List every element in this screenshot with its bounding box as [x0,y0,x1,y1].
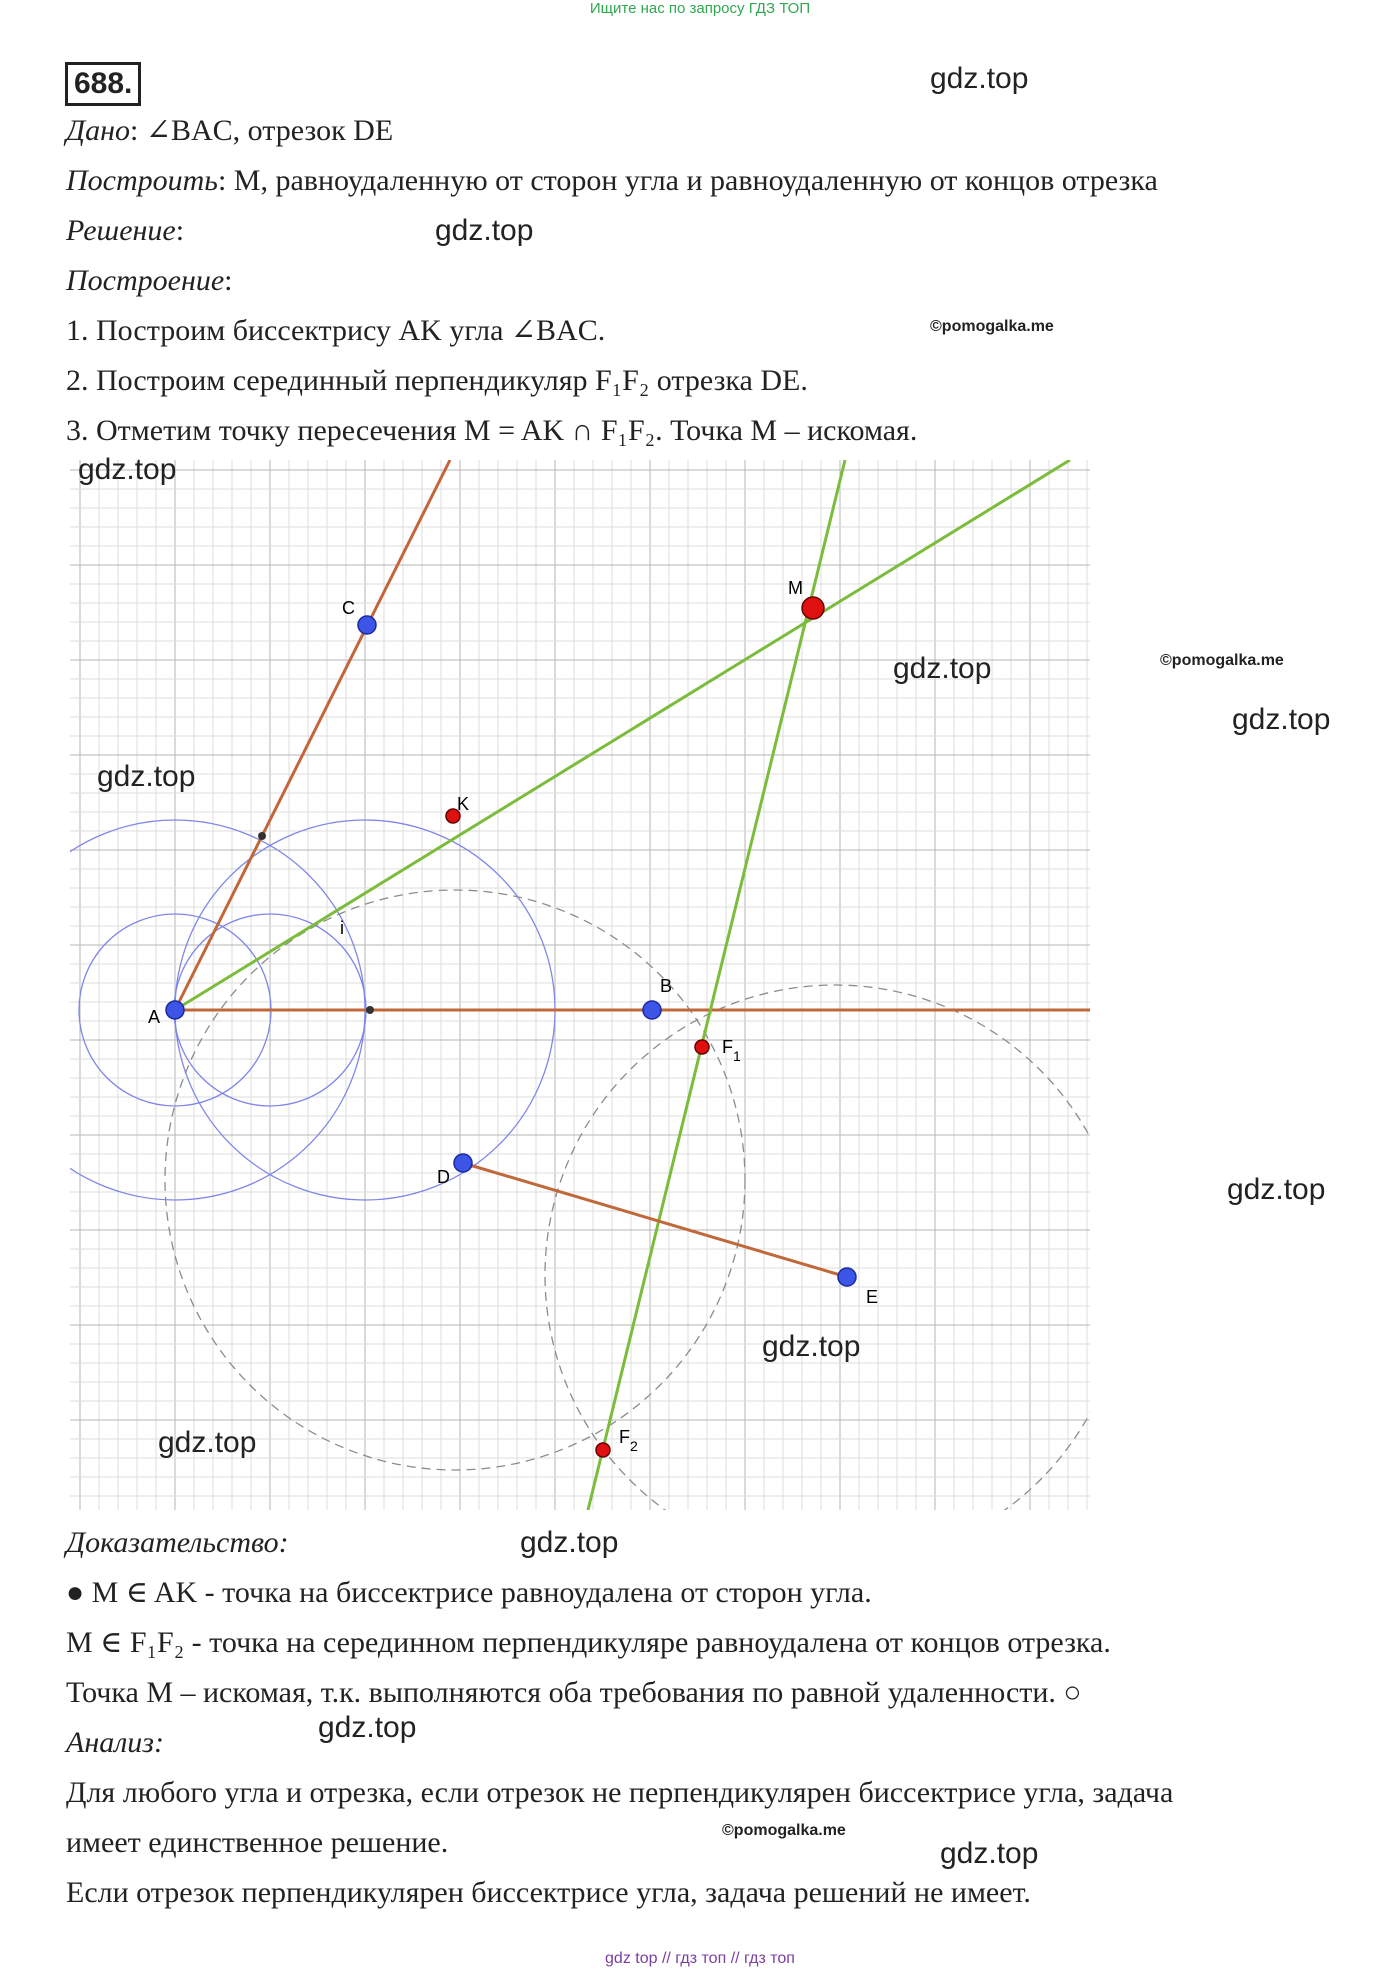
dashed-circle-d [165,890,745,1470]
point-label-m: M [788,578,803,598]
proof-line-2: M ∈ F₁F₂ - точка на серединном перпендикуляре равноудалена от концов отрезка. [66,1626,1111,1659]
watermark-gdz: gdz.top [97,760,196,793]
analysis-label: Анализ: [66,1726,164,1759]
point-f1 [695,1040,709,1054]
watermark-gdz: gdz.top [520,1526,619,1559]
watermark-gdz: gdz.top [930,62,1029,95]
watermark-gdz: gdz.top [435,214,534,247]
point-label-i: i [340,918,344,938]
watermark-gdz: gdz.top [1227,1173,1326,1206]
proof-label: Доказательство: [66,1526,289,1559]
f2-subscript: 2 [630,1438,638,1454]
point-label-f2 [619,1427,638,1454]
problem-number: 688. [65,62,141,106]
given-line [66,113,393,149]
given-label: Дано [66,114,130,147]
step-3: 3. Отметим точку пересечения M = AK ∩ F₁F₂. Точка M – искомая. [66,414,918,447]
f1-subscript: 1 [733,1048,741,1064]
construction-line [66,263,233,299]
point-label-c: C [342,598,355,618]
construct-line [66,163,1158,199]
construction-label: Построение [66,264,225,297]
watermark-gdz: gdz.top [893,652,992,685]
point-e [838,1268,856,1286]
point-m [802,597,824,619]
analysis-line-3: Если отрезок перпендикулярен биссектрисе угла, задача решений не имеет. [66,1876,1031,1909]
construct-text: : M, равноудаленную от сторон угла и равноудаленную от концов отрезка [217,164,1158,197]
top-banner: Ищите нас по запросу ГДЗ ТОП [589,0,811,17]
intersection-point-2 [366,1006,374,1014]
bisector-ak [175,460,1070,1010]
watermark-pomogalka: ©pomogalka.me [1160,652,1284,669]
point-b [643,1001,661,1019]
point-label-a: A [148,1007,161,1027]
construction-lines [175,460,1090,1510]
f2-letter: F [619,1427,630,1447]
watermark-gdz: gdz.top [78,453,177,486]
solution-line [66,213,184,249]
watermark-gdz: gdz.top [762,1330,861,1363]
construction-colon: : [224,264,233,297]
step-1: 1. Построим биссектрису AK угла ∠BAC. [66,314,606,347]
footer-watermark: gdz top // гдз топ // гдз топ [605,1950,795,1967]
construction-labels [148,578,878,1454]
segment-de [463,1163,847,1277]
construction-circles [70,820,1090,1510]
point-label-b: B [660,976,673,996]
point-f2 [596,1443,610,1457]
construction-figure [70,460,1090,1510]
construct-label: Построить [66,164,218,197]
proof-line-1: ● M ∈ AK - точка на биссектрисе равноудалена от сторон угла. [66,1576,872,1609]
point-c [358,616,376,634]
point-label-e: E [866,1287,879,1307]
point-a [166,1001,184,1019]
f1-letter: F [722,1037,733,1057]
step-2: 2. Построим серединный перпендикуляр F₁F₂ отрезка DE. [66,364,808,397]
point-label-d: D [437,1167,450,1187]
watermark-pomogalka: ©pomogalka.me [930,318,1054,335]
watermark-gdz: gdz.top [158,1426,257,1459]
watermark-pomogalka: ©pomogalka.me [722,1822,846,1839]
grid [70,460,1090,1510]
solution-label: Решение [66,214,176,247]
proof-line-3: Точка M – искомая, т.к. выполняются оба требования по равной удаленности. ○ [66,1676,1082,1709]
point-label-f1 [722,1037,741,1064]
watermark-gdz: gdz.top [1232,703,1331,736]
point-label-k: K [457,794,470,814]
analysis-line-2: имеет единственное решение. [66,1826,449,1859]
given-text: : ∠BAC, отрезок DE [129,114,394,147]
solution-colon: : [175,214,185,247]
intersection-point-1 [258,832,266,840]
watermark-gdz: gdz.top [318,1711,417,1744]
point-d [454,1154,472,1172]
analysis-line-1: Для любого угла и отрезка, если отрезок не перпендикулярен биссектрисе угла, задача [66,1776,1174,1809]
watermark-gdz: gdz.top [940,1837,1039,1870]
